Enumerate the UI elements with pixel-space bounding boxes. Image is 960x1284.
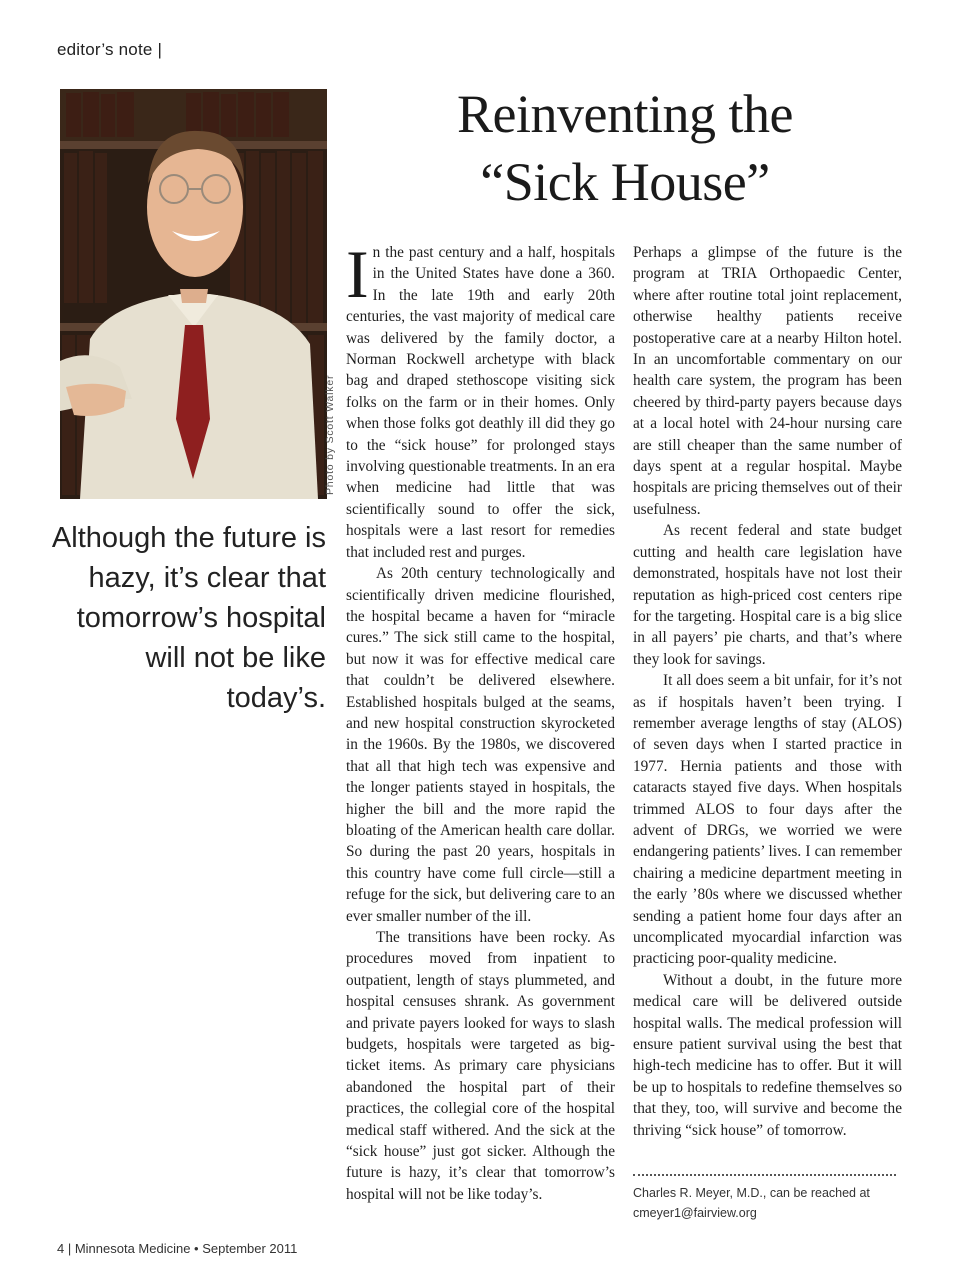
dotted-divider [633,1174,896,1176]
paragraph [346,236,615,563]
paragraph: As recent federal and state budget cutting and health care legislation have demonstrated, hospitals have not lost their reputation as high-priced cost centers ripe for the targeting. Hospital care is a big slice in all payers’ pie charts, and that’s where they look for savings. [633,522,902,668]
pull-quote: Although the future is hazy, it’s clear that tomorrow’s hospital will not be like today’s. [51,522,326,714]
title-line-1: Reinventing the [457,84,793,144]
paragraph: The transitions have been rocky. As procedures moved from inpatient to outpatient, length of stays plummeted, and hospital censuses shrank. As government and private payers looked for ways to slash budgets, hospitals were targeted as big-ticket items. As primary care physicians abandoned the hospital part of their practices, the collegial core of the hospital medical staff withered. And the sick at the “sick house” just got sicker. Although the future is hazy, it’s clear that tomorrow’s hospital will not be like today’s. [346,929,615,1203]
article-title [420,80,830,216]
paragraph: It all does seem a bit unfair, for it’s not as if hospitals haven’t been trying. I remember average lengths of stay (ALOS) of seven days when I started practice in 1977. Hernia patients and those with cataracts stayed five days. When hospitals trimmed ALOS to four days after the advent of DRGs, we worried we were endangering patients’ lives. I can remember chairing a medicine department meeting in the early ’80s where we discussed whether sending a patient home four days after an uncomplicated myocardial infarction was practicing poor-quality medicine. [633,672,902,968]
photo-credit: Photo by Scott Walker [324,374,336,495]
article-column-2 [633,242,902,1141]
article-column-1 [346,236,615,1205]
paragraph: Without a doubt, in the future more medical care will be delivered outside hospital walls. The medical profession will ensure patient survival using the best that high-tech medicine has to offer. But it will be up to hospitals to redefine themselves so that they, too, will survive and become the thriving “sick house” of tomorrow. [633,971,902,1139]
author-bio: Charles R. Meyer, M.D., can be reached at cmeyer1@fairview.org [633,1186,870,1220]
author-photo [60,89,327,499]
paragraph: Perhaps a glimpse of the future is the program at TRIA Orthopaedic Center, where after routine total joint replacement, otherwise healthy patients receive postoperative care at a nearby Hilton hotel. In an uncomfortable commentary on our health care system, the program has been cheered by third-party payers because days at a local hotel with 24-hour nursing care are still cheaper than the same number of days spent at a regular hospital. Maybe hospitals are pricing themselves out of their usefulness. [633,244,902,518]
page-footer: 4 | Minnesota Medicine • September 2011 [57,1241,298,1256]
paragraph: As 20th century technologically and scientifically driven medicine flourished, the hospital became a haven for “miracle cures.” The sick still came to the hospital, but now it was for effective medical care that couldn’t be delivered elsewhere. Established hospitals bulged at the seams, and new hospital construction skyrocketed in the 1960s. By the 1980s, we discovered that all that high tech was expensive and the longer patients stayed in hospitals, the higher the bill and the more rapid the bloating of the American health care dollar. So during the past 20 years, hospitals in this country have come full circle—still a refuge for the sick, but delivering care to an ever smaller number of the ill. [346,565,615,925]
drop-cap: I [346,236,369,312]
paragraph-text: n the past century and a half, hospitals in the United States have done a 360. In the late 19th and early 20th centuries, the vast majority of medical care was delivered by the family doctor, a Norman Rockwell archetype with black bag and draped stethoscope visiting sick folks on the farm or in their homes. Only when those folks got deathly ill did they go to the “sick house” for prolonged stays involving questionable treatments. In an era when medicine had little that was scientifically sound to offer the sick, hospitals were a last resort for remedies that included rest and purges. [346,244,615,561]
title-line-2: “Sick House” [480,152,770,212]
section-label: editor’s note | [57,40,163,59]
